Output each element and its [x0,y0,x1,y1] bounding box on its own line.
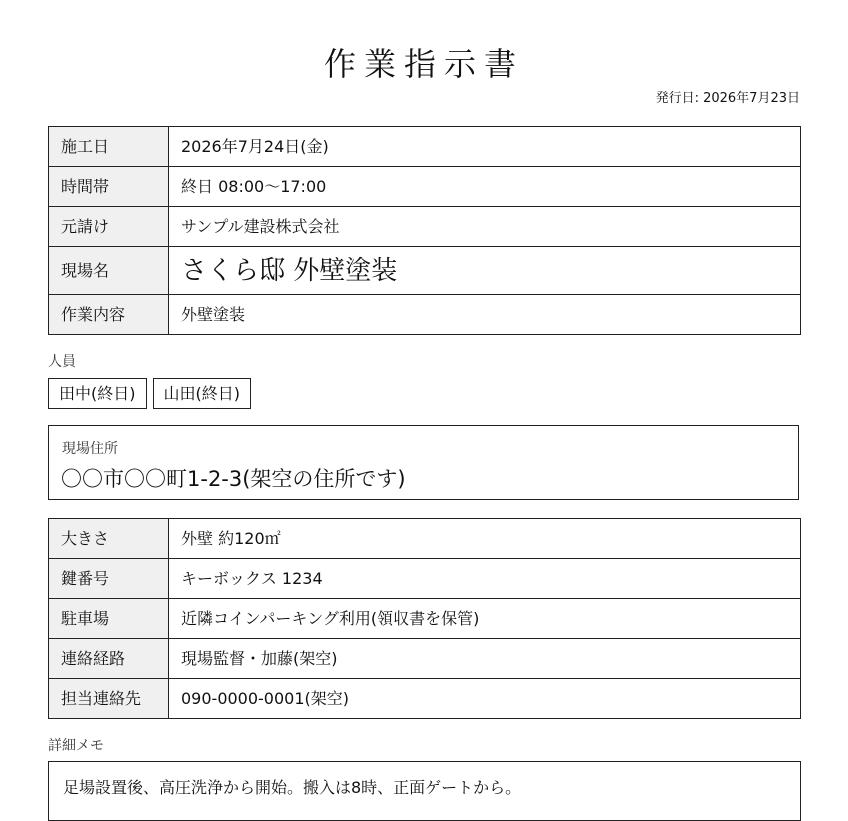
staff-label: 人員 [48,354,76,370]
contact-value: 090-0000-0001(架空) [169,679,801,719]
table-row [49,599,801,639]
table-row [49,127,801,167]
row-label-site-name: 現場名 [49,247,169,295]
size-value: 外壁 約120㎡ [169,519,801,559]
table-row [49,559,801,599]
work-content-value: 外壁塗装 [169,295,801,335]
table-row [49,167,801,207]
address-box [48,425,799,500]
issue-date: 発行日: 2026年7月23日 [655,91,800,106]
row-label-size: 大きさ [49,519,169,559]
time-slot-value: 終日 08:00〜17:00 [169,167,801,207]
row-label-time-slot: 時間帯 [49,167,169,207]
memo-text: 足場設置後、高圧洗浄から開始。搬入は8時、正面ゲートから。 [63,778,522,797]
site-name-value: さくら邸 外壁塗装 [169,247,801,295]
job-info-table [48,126,801,335]
table-row [49,207,801,247]
address-label: 現場住所 [62,441,118,457]
row-label-work-date: 施工日 [49,127,169,167]
contact-route-value: 現場監督・加藤(架空) [169,639,801,679]
row-label-contact-route: 連絡経路 [49,639,169,679]
staff-member: 山田(終日) [153,378,252,409]
row-label-work-content: 作業内容 [49,295,169,335]
row-label-key-number: 鍵番号 [49,559,169,599]
memo-label: 詳細メモ [48,738,104,754]
row-label-contact: 担当連絡先 [49,679,169,719]
staff-list [48,378,251,409]
row-label-contractor: 元請け [49,207,169,247]
address-value: 〇〇市〇〇町1-2-3(架空の住所です) [61,467,406,491]
table-row [49,295,801,335]
row-label-parking: 駐車場 [49,599,169,639]
table-row [49,679,801,719]
table-row [49,519,801,559]
key-number-value: キーボックス 1234 [169,559,801,599]
memo-box [48,761,801,821]
site-info-table [48,518,801,719]
contractor-value: サンプル建設株式会社 [169,207,801,247]
table-row [49,639,801,679]
table-row [49,247,801,295]
parking-value: 近隣コインパーキング利用(領収書を保管) [169,599,801,639]
work-date-value: 2026年7月24日(金) [169,127,801,167]
staff-member: 田中(終日) [48,378,147,409]
document-title: 作業指示書 [323,45,524,83]
